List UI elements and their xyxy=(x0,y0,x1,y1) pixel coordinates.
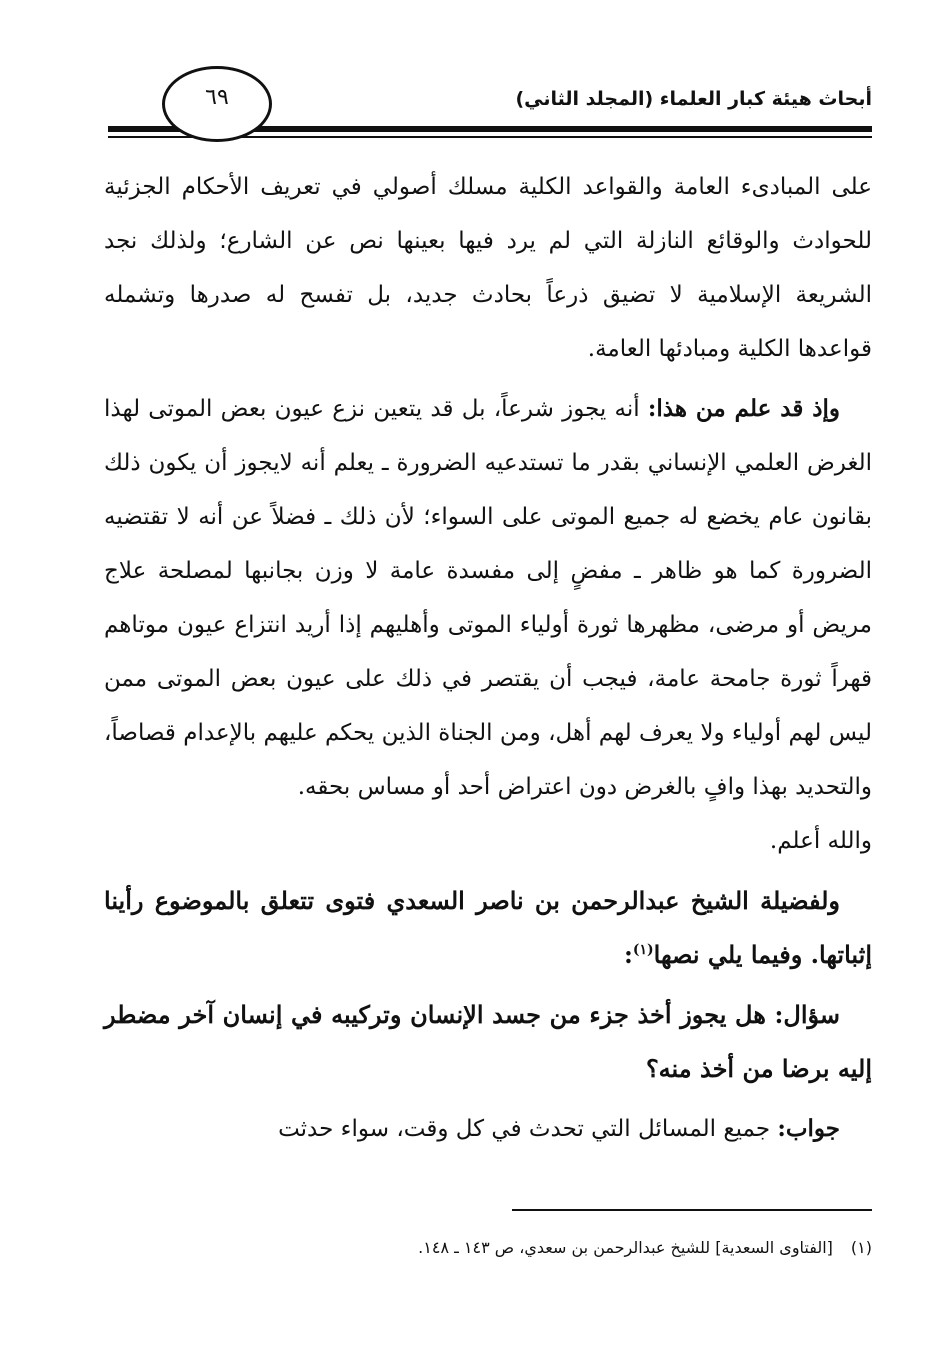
paragraph-tail: : xyxy=(623,940,633,969)
answer-text: جميع المسائل التي تحدث في كل وقت، سواء حدثت xyxy=(278,1116,778,1142)
paragraph-text: ولفضيلة الشيخ عبدالرحمن بن ناصر السعدي فتوى تتعلق بالموضوع رأينا إثباتها. وفيما يلي نصها xyxy=(104,886,872,969)
page-number-oval xyxy=(162,66,272,142)
answer-lead: جواب: xyxy=(777,1115,840,1142)
footnote-text: [الفتاوى السعدية] للشيخ عبدالرحمن بن سعدي، ص ١٤٣ ـ ١٤٨. xyxy=(418,1238,833,1257)
footnote-rule xyxy=(512,1209,872,1211)
question-paragraph: سؤال: هل يجوز أخذ جزء من جسد الإنسان وتركيبه في إنسان آخر مضطر إليه برضا من أخذ منه؟ xyxy=(104,1000,872,1083)
closing-phrase: والله أعلم. xyxy=(769,828,872,854)
footnote-number: (١) xyxy=(850,1238,872,1257)
answer-paragraph xyxy=(104,1102,872,1156)
footnote-reference: (١) xyxy=(632,942,654,958)
page-number: ٦٩ xyxy=(205,84,229,110)
paragraph xyxy=(104,874,872,982)
footnote xyxy=(418,1238,872,1257)
paragraph: على المبادىء العامة والقواعد الكلية مسلك أصولي في تعريف الأحكام الجزئية للحوادث والوقائع النازلة التي لم يرد فيها بعينها نص عن الشارع؛ ولذلك نجد الشريعة الإسلامية لا تضيق ذرعاً بحادث جديد، بل تفسح له صدرها وتشمله قواعدها الكلية ومبادئها العامة. xyxy=(104,174,872,362)
paragraph xyxy=(104,382,872,814)
paragraph-lead: وإذ قد علم من هذا: xyxy=(647,395,840,422)
body-text xyxy=(104,160,872,1156)
paragraph-text: أنه يجوز شرعاً، بل قد يتعين نزع عيون بعض الموتى لهذا الغرض العلمي الإنساني بقدر ما تستدعيه الضرورة ـ يعلم أنه لايجوز أن يكون ذلك بقانون عام يخضع له جميع الموتى على السواء؛ لأن ذلك ـ فضلاً عن أنه لا تقتضيه الضرورة كما هو ظاهر ـ مفضٍ إلى مفسدة عامة لا وزن بجانبها لمصلحة علاج مريض أو مرضى، مظهرها ثورة أولياء الموتى وأهليهم إذا أريد انتزاع عيون موتاهم قهراً ثورة جامحة عامة، فيجب أن يقتصر في ذلك على عيون بعض الموتى ممن ليس لهم أولياء ولا يعرف لهم أهل، ومن الجناة الذين يحكم عليهم بالإعدام قصاصاً، والتحديد بهذا وافٍ بالغرض دون اعتراض أحد أو مساس بحقه. xyxy=(104,396,872,800)
running-header-title: أبحاث هيئة كبار العلماء (المجلد الثاني) xyxy=(515,88,872,110)
